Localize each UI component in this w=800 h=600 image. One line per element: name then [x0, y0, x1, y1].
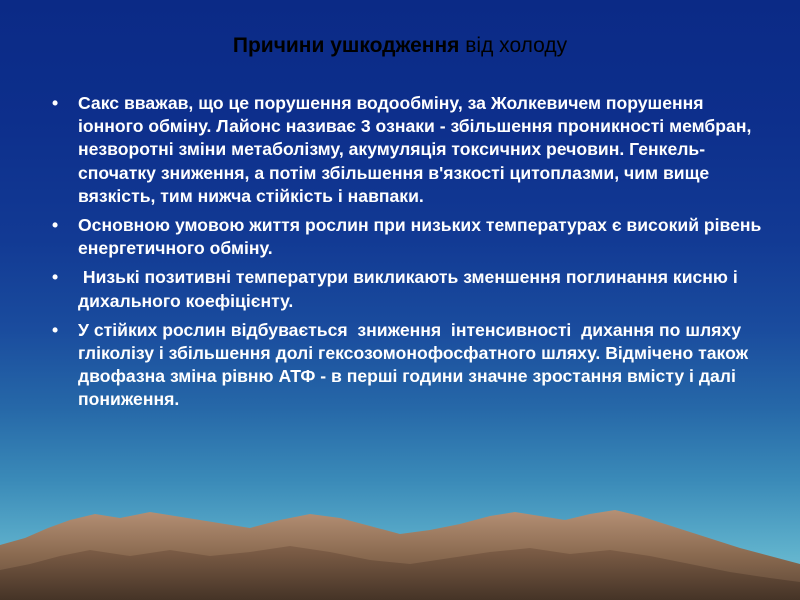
- bullet-text: Сакс вважав, що це порушення водообміну, за Жолкевичем порушення іонного обміну. Лайонс називає 3 ознаки - збільшення проникності мембран, незворотні зміни метаболізму, акумуляція токсичних речовин. Генкель- спочатку зниження, а потім збільшення в'язкості цитоплазми, чим вище вязкість, тим нижча стійкість і навпаки.: [78, 93, 752, 206]
- slide-title: [0, 34, 800, 58]
- title-rest-part: від холоду: [459, 34, 568, 57]
- title-bold-part: Причини ушкодження: [232, 34, 460, 57]
- bullet-item: [52, 92, 772, 208]
- bullet-text: Основною умовою життя рослин при низьких температурах є високий рівень енергетичного обміну.: [78, 215, 762, 259]
- bullet-icon: •: [52, 215, 59, 236]
- bullet-text: Низькі позитивні температури викликають зменшення поглинання кисню і дихального коефіцієнту.: [78, 267, 743, 311]
- mountains-decoration: [0, 490, 800, 600]
- bullet-icon: •: [52, 319, 59, 340]
- bullet-icon: •: [52, 93, 59, 113]
- bullet-text: У стійких рослин відбувається зниження інтенсивності дихання по шляху гліколізу і збільшення долі гексозомонофосфатного шляху. Відмічено також двофазна зміна рівню АТФ - в перші години значне зростання вмісту і далі пониження.: [78, 319, 753, 410]
- bullet-item: [52, 266, 772, 312]
- bullet-item: [52, 214, 772, 260]
- bullet-item: [52, 319, 772, 412]
- bullet-list: [52, 92, 772, 418]
- bullet-icon: •: [52, 267, 59, 288]
